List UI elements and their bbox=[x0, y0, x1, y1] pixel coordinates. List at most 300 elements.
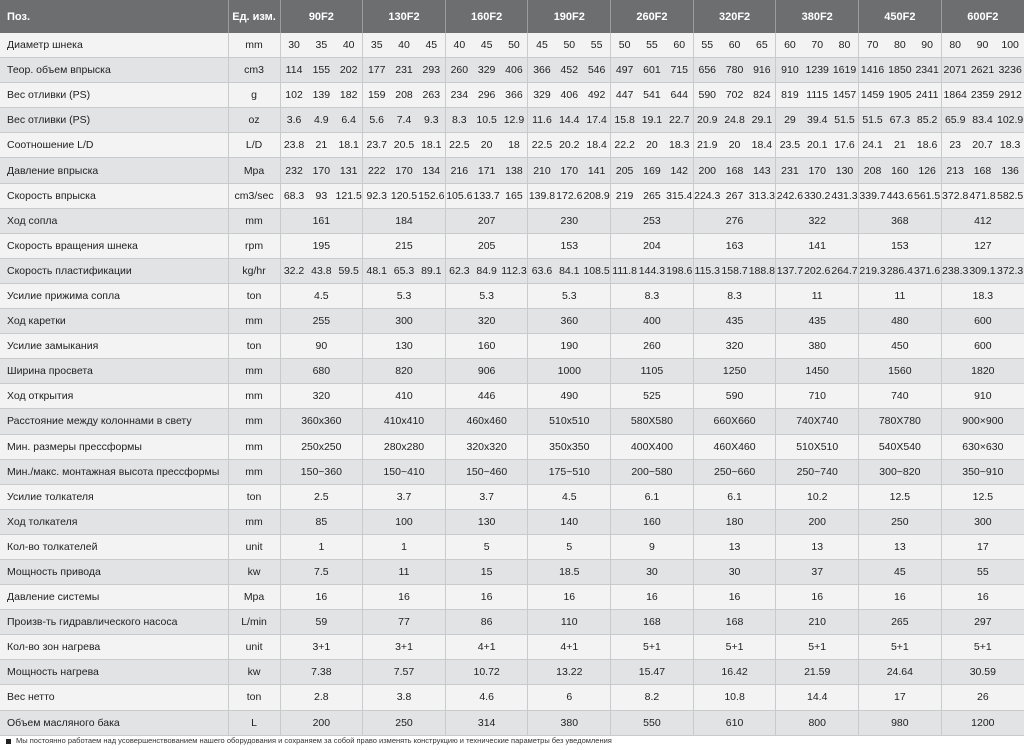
unit-cell: Mpa bbox=[228, 585, 280, 610]
value-cell: 198.6 bbox=[666, 258, 694, 283]
value-cell: 92.3 bbox=[363, 183, 391, 208]
value-cell: 230 bbox=[528, 208, 611, 233]
value-cell: 139.8 bbox=[528, 183, 556, 208]
value-cell: 50 bbox=[500, 33, 528, 58]
value-cell: 231 bbox=[776, 158, 804, 183]
value-cell: 16 bbox=[445, 585, 528, 610]
value-cell: 18 bbox=[500, 133, 528, 158]
value-cell: 100 bbox=[996, 33, 1024, 58]
bullet-square-icon bbox=[6, 739, 11, 744]
value-cell: 15 bbox=[445, 559, 528, 584]
value-cell: 368 bbox=[859, 208, 942, 233]
table-row bbox=[0, 283, 1024, 308]
value-cell: 3236 bbox=[996, 58, 1024, 83]
value-cell: 309.1 bbox=[969, 258, 997, 283]
value-cell: 255 bbox=[280, 309, 363, 334]
value-cell: 264.7 bbox=[831, 258, 859, 283]
value-cell: 24.64 bbox=[859, 660, 942, 685]
value-cell: 108.5 bbox=[583, 258, 611, 283]
value-cell: 5+1 bbox=[941, 635, 1024, 660]
value-cell: 800 bbox=[776, 710, 859, 735]
value-cell: 293 bbox=[418, 58, 446, 83]
unit-cell: kw bbox=[228, 660, 280, 685]
value-cell: 158.7 bbox=[721, 258, 749, 283]
value-cell: 5.3 bbox=[363, 283, 446, 308]
value-cell: 205 bbox=[445, 233, 528, 258]
model-column-header: 90F2 bbox=[280, 0, 363, 33]
value-cell: 19.1 bbox=[638, 108, 666, 133]
value-cell: 160 bbox=[611, 509, 694, 534]
value-cell: 168 bbox=[611, 610, 694, 635]
value-cell: 12.9 bbox=[500, 108, 528, 133]
value-cell: 250~660 bbox=[693, 459, 776, 484]
unit-cell: L bbox=[228, 710, 280, 735]
value-cell: 6.1 bbox=[693, 484, 776, 509]
value-cell: 740X740 bbox=[776, 409, 859, 434]
value-cell: 17.4 bbox=[583, 108, 611, 133]
value-cell: 219.3 bbox=[859, 258, 887, 283]
value-cell: 224.3 bbox=[693, 183, 721, 208]
value-cell: 329 bbox=[528, 83, 556, 108]
value-cell: 20.9 bbox=[693, 108, 721, 133]
value-cell: 35 bbox=[308, 33, 336, 58]
value-cell: 267 bbox=[721, 183, 749, 208]
value-cell: 480 bbox=[859, 309, 942, 334]
param-cell: Соотношение L/D bbox=[0, 133, 228, 158]
value-cell: 142 bbox=[666, 158, 694, 183]
value-cell: 14.4 bbox=[776, 685, 859, 710]
value-cell: 320 bbox=[280, 384, 363, 409]
value-cell: 320x320 bbox=[445, 434, 528, 459]
table-row bbox=[0, 585, 1024, 610]
value-cell: 139 bbox=[308, 83, 336, 108]
value-cell: 366 bbox=[528, 58, 556, 83]
footnote-text: Мы постоянно работаем над усовершенствованием нашего оборудования и сохраняем за собой право изменять конструкцию и технические параметры без уведомления bbox=[16, 736, 612, 745]
param-cell: Усилие толкателя bbox=[0, 484, 228, 509]
value-cell: 168 bbox=[693, 610, 776, 635]
value-cell: 30.59 bbox=[941, 660, 1024, 685]
value-cell: 23.8 bbox=[280, 133, 308, 158]
value-cell: 136 bbox=[996, 158, 1024, 183]
unit-cell: mm bbox=[228, 434, 280, 459]
value-cell: 450 bbox=[859, 334, 942, 359]
value-cell: 824 bbox=[748, 83, 776, 108]
model-column-header: 600F2 bbox=[941, 0, 1024, 33]
value-cell: 410x410 bbox=[363, 409, 446, 434]
value-cell: 18.1 bbox=[335, 133, 363, 158]
value-cell: 208 bbox=[390, 83, 418, 108]
value-cell: 90 bbox=[914, 33, 942, 58]
value-cell: 89.1 bbox=[418, 258, 446, 283]
value-cell: 610 bbox=[693, 710, 776, 735]
value-cell: 740 bbox=[859, 384, 942, 409]
table-row bbox=[0, 233, 1024, 258]
value-cell: 9 bbox=[611, 534, 694, 559]
value-cell: 5+1 bbox=[859, 635, 942, 660]
param-cell: Вес нетто bbox=[0, 685, 228, 710]
value-cell: 265 bbox=[859, 610, 942, 635]
param-cell: Скорость вращения шнека bbox=[0, 233, 228, 258]
table-row bbox=[0, 635, 1024, 660]
value-cell: 600 bbox=[941, 334, 1024, 359]
value-cell: 550 bbox=[611, 710, 694, 735]
value-cell: 15.8 bbox=[611, 108, 639, 133]
value-cell: 590 bbox=[693, 384, 776, 409]
value-cell: 40 bbox=[390, 33, 418, 58]
value-cell: 144.3 bbox=[638, 258, 666, 283]
table-row bbox=[0, 559, 1024, 584]
value-cell: 59.5 bbox=[335, 258, 363, 283]
value-cell: 497 bbox=[611, 58, 639, 83]
value-cell: 263 bbox=[418, 83, 446, 108]
value-cell: 131 bbox=[335, 158, 363, 183]
value-cell: 84.9 bbox=[473, 258, 501, 283]
value-cell: 702 bbox=[721, 83, 749, 108]
value-cell: 490 bbox=[528, 384, 611, 409]
value-cell: 23.7 bbox=[363, 133, 391, 158]
value-cell: 11.6 bbox=[528, 108, 556, 133]
value-cell: 21 bbox=[886, 133, 914, 158]
value-cell: 18.3 bbox=[666, 133, 694, 158]
value-cell: 141 bbox=[776, 233, 859, 258]
value-cell: 680 bbox=[280, 359, 363, 384]
value-cell: 40 bbox=[335, 33, 363, 58]
value-cell: 322 bbox=[776, 208, 859, 233]
value-cell: 83.4 bbox=[969, 108, 997, 133]
value-cell: 16 bbox=[859, 585, 942, 610]
param-cell: Мин./макс. монтажная высота прессформы bbox=[0, 459, 228, 484]
value-cell: 111.8 bbox=[611, 258, 639, 283]
param-cell: Расстояние между колоннами в свету bbox=[0, 409, 228, 434]
value-cell: 84.1 bbox=[556, 258, 584, 283]
param-cell: Усилие прижима сопла bbox=[0, 283, 228, 308]
unit-cell: mm bbox=[228, 359, 280, 384]
value-cell: 121.5 bbox=[335, 183, 363, 208]
param-cell: Усилие замыкания bbox=[0, 334, 228, 359]
value-cell: 656 bbox=[693, 58, 721, 83]
value-cell: 1820 bbox=[941, 359, 1024, 384]
value-cell: 168 bbox=[969, 158, 997, 183]
value-cell: 85 bbox=[280, 509, 363, 534]
value-cell: 20 bbox=[473, 133, 501, 158]
param-cell: Давление системы bbox=[0, 585, 228, 610]
value-cell: 200 bbox=[280, 710, 363, 735]
value-cell: 170 bbox=[390, 158, 418, 183]
value-cell: 48.1 bbox=[363, 258, 391, 283]
param-cell: Вес отливки (PS) bbox=[0, 108, 228, 133]
unit-cell: unit bbox=[228, 534, 280, 559]
value-cell: 910 bbox=[776, 58, 804, 83]
value-cell: 207 bbox=[445, 208, 528, 233]
param-cell: Ход толкателя bbox=[0, 509, 228, 534]
value-cell: 175~510 bbox=[528, 459, 611, 484]
value-cell: 59 bbox=[280, 610, 363, 635]
value-cell: 8.3 bbox=[693, 283, 776, 308]
value-cell: 16 bbox=[528, 585, 611, 610]
value-cell: 21.59 bbox=[776, 660, 859, 685]
value-cell: 208 bbox=[859, 158, 887, 183]
unit-cell: rpm bbox=[228, 233, 280, 258]
value-cell: 7.57 bbox=[363, 660, 446, 685]
value-cell: 37 bbox=[776, 559, 859, 584]
table-row bbox=[0, 534, 1024, 559]
value-cell: 300 bbox=[941, 509, 1024, 534]
value-cell: 17 bbox=[859, 685, 942, 710]
value-cell: 2912 bbox=[996, 83, 1024, 108]
value-cell: 126 bbox=[914, 158, 942, 183]
value-cell: 219 bbox=[611, 183, 639, 208]
value-cell: 110 bbox=[528, 610, 611, 635]
param-cell: Ход открытия bbox=[0, 384, 228, 409]
value-cell: 1850 bbox=[886, 58, 914, 83]
value-cell: 525 bbox=[611, 384, 694, 409]
value-cell: 819 bbox=[776, 83, 804, 108]
param-cell: Теор. объем впрыска bbox=[0, 58, 228, 83]
value-cell: 5+1 bbox=[776, 635, 859, 660]
value-cell: 406 bbox=[500, 58, 528, 83]
value-cell: 172.6 bbox=[556, 183, 584, 208]
value-cell: 820 bbox=[363, 359, 446, 384]
value-cell: 60 bbox=[721, 33, 749, 58]
value-cell: 22.5 bbox=[528, 133, 556, 158]
value-cell: 339.7 bbox=[859, 183, 887, 208]
unit-cell: kg/hr bbox=[228, 258, 280, 283]
value-cell: 14.4 bbox=[556, 108, 584, 133]
value-cell: 715 bbox=[666, 58, 694, 83]
table-row bbox=[0, 258, 1024, 283]
value-cell: 13.22 bbox=[528, 660, 611, 685]
table-row bbox=[0, 610, 1024, 635]
value-cell: 200 bbox=[693, 158, 721, 183]
value-cell: 10.8 bbox=[693, 685, 776, 710]
value-cell: 1459 bbox=[859, 83, 887, 108]
value-cell: 1000 bbox=[528, 359, 611, 384]
value-cell: 313.3 bbox=[748, 183, 776, 208]
table-row bbox=[0, 409, 1024, 434]
model-column-header: 320F2 bbox=[693, 0, 776, 33]
unit-cell: mm bbox=[228, 409, 280, 434]
table-row bbox=[0, 58, 1024, 83]
value-cell: 16.42 bbox=[693, 660, 776, 685]
value-cell: 102 bbox=[280, 83, 308, 108]
value-cell: 1450 bbox=[776, 359, 859, 384]
value-cell: 133.7 bbox=[473, 183, 501, 208]
value-cell: 55 bbox=[941, 559, 1024, 584]
value-cell: 1115 bbox=[803, 83, 831, 108]
value-cell: 159 bbox=[363, 83, 391, 108]
value-cell: 143 bbox=[748, 158, 776, 183]
value-cell: 90 bbox=[969, 33, 997, 58]
value-cell: 100 bbox=[363, 509, 446, 534]
value-cell: 11 bbox=[776, 283, 859, 308]
param-cell: Кол-во зон нагрева bbox=[0, 635, 228, 660]
table-row bbox=[0, 509, 1024, 534]
value-cell: 170 bbox=[556, 158, 584, 183]
value-cell: 8.2 bbox=[611, 685, 694, 710]
value-cell: 242.6 bbox=[776, 183, 804, 208]
value-cell: 1864 bbox=[941, 83, 969, 108]
value-cell: 55 bbox=[638, 33, 666, 58]
param-cell: Ход сопла bbox=[0, 208, 228, 233]
table-row bbox=[0, 183, 1024, 208]
value-cell: 222 bbox=[363, 158, 391, 183]
value-cell: 350~910 bbox=[941, 459, 1024, 484]
value-cell: 238.3 bbox=[941, 258, 969, 283]
value-cell: 4+1 bbox=[528, 635, 611, 660]
value-cell: 51.5 bbox=[831, 108, 859, 133]
value-cell: 23 bbox=[941, 133, 969, 158]
param-cell: Скорость впрыска bbox=[0, 183, 228, 208]
table-row bbox=[0, 83, 1024, 108]
value-cell: 155 bbox=[308, 58, 336, 83]
value-cell: 68.3 bbox=[280, 183, 308, 208]
value-cell: 21.9 bbox=[693, 133, 721, 158]
value-cell: 20.2 bbox=[556, 133, 584, 158]
value-cell: 150~410 bbox=[363, 459, 446, 484]
value-cell: 200~580 bbox=[611, 459, 694, 484]
value-cell: 26 bbox=[941, 685, 1024, 710]
value-cell: 13 bbox=[693, 534, 776, 559]
value-cell: 80 bbox=[886, 33, 914, 58]
value-cell: 2341 bbox=[914, 58, 942, 83]
value-cell: 17 bbox=[941, 534, 1024, 559]
table-row bbox=[0, 710, 1024, 735]
value-cell: 3.6 bbox=[280, 108, 308, 133]
value-cell: 60 bbox=[776, 33, 804, 58]
unit-cell: L/min bbox=[228, 610, 280, 635]
model-column-header: 160F2 bbox=[445, 0, 528, 33]
value-cell: 16 bbox=[693, 585, 776, 610]
value-cell: 780 bbox=[721, 58, 749, 83]
value-cell: 1239 bbox=[803, 58, 831, 83]
value-cell: 13 bbox=[776, 534, 859, 559]
value-cell: 7.38 bbox=[280, 660, 363, 685]
value-cell: 3.7 bbox=[363, 484, 446, 509]
value-cell: 190 bbox=[528, 334, 611, 359]
value-cell: 51.5 bbox=[859, 108, 887, 133]
value-cell: 20 bbox=[638, 133, 666, 158]
value-cell: 93 bbox=[308, 183, 336, 208]
param-cell: Произв-ть гидравлического насоса bbox=[0, 610, 228, 635]
value-cell: 510X510 bbox=[776, 434, 859, 459]
value-cell: 200 bbox=[776, 509, 859, 534]
value-cell: 45 bbox=[859, 559, 942, 584]
value-cell: 130 bbox=[445, 509, 528, 534]
value-cell: 435 bbox=[776, 309, 859, 334]
value-cell: 546 bbox=[583, 58, 611, 83]
value-cell: 250~740 bbox=[776, 459, 859, 484]
value-cell: 8.3 bbox=[445, 108, 473, 133]
value-cell: 130 bbox=[363, 334, 446, 359]
value-cell: 130 bbox=[831, 158, 859, 183]
value-cell: 24.1 bbox=[859, 133, 887, 158]
value-cell: 2071 bbox=[941, 58, 969, 83]
value-cell: 906 bbox=[445, 359, 528, 384]
value-cell: 372.8 bbox=[941, 183, 969, 208]
value-cell: 160 bbox=[445, 334, 528, 359]
value-cell: 177 bbox=[363, 58, 391, 83]
param-cell: Мин. размеры прессформы bbox=[0, 434, 228, 459]
table-row bbox=[0, 334, 1024, 359]
value-cell: 202 bbox=[335, 58, 363, 83]
value-cell: 63.6 bbox=[528, 258, 556, 283]
value-cell: 5.3 bbox=[445, 283, 528, 308]
value-cell: 86 bbox=[445, 610, 528, 635]
value-cell: 35 bbox=[363, 33, 391, 58]
value-cell: 11 bbox=[859, 283, 942, 308]
value-cell: 460x460 bbox=[445, 409, 528, 434]
value-cell: 582.5 bbox=[996, 183, 1024, 208]
table-row bbox=[0, 660, 1024, 685]
value-cell: 127 bbox=[941, 233, 1024, 258]
value-cell: 39.4 bbox=[803, 108, 831, 133]
value-cell: 45 bbox=[473, 33, 501, 58]
value-cell: 102.9 bbox=[996, 108, 1024, 133]
value-cell: 1 bbox=[280, 534, 363, 559]
value-cell: 21 bbox=[308, 133, 336, 158]
value-cell: 3.8 bbox=[363, 685, 446, 710]
value-cell: 630×630 bbox=[941, 434, 1024, 459]
value-cell: 2.8 bbox=[280, 685, 363, 710]
unit-cell: oz bbox=[228, 108, 280, 133]
value-cell: 216 bbox=[445, 158, 473, 183]
value-cell: 910 bbox=[941, 384, 1024, 409]
value-cell: 360x360 bbox=[280, 409, 363, 434]
value-cell: 85.2 bbox=[914, 108, 942, 133]
value-cell: 195 bbox=[280, 233, 363, 258]
param-column-header: Поз. bbox=[0, 0, 228, 33]
unit-cell: ton bbox=[228, 484, 280, 509]
value-cell: 70 bbox=[859, 33, 887, 58]
value-cell: 18.4 bbox=[583, 133, 611, 158]
value-cell: 115.3 bbox=[693, 258, 721, 283]
unit-cell: Mpa bbox=[228, 158, 280, 183]
value-cell: 1905 bbox=[886, 83, 914, 108]
value-cell: 18.1 bbox=[418, 133, 446, 158]
value-cell: 210 bbox=[528, 158, 556, 183]
value-cell: 12.5 bbox=[859, 484, 942, 509]
table-row bbox=[0, 484, 1024, 509]
value-cell: 30 bbox=[280, 33, 308, 58]
unit-cell: mm bbox=[228, 208, 280, 233]
value-cell: 65.9 bbox=[941, 108, 969, 133]
value-cell: 18.3 bbox=[996, 133, 1024, 158]
value-cell: 297 bbox=[941, 610, 1024, 635]
value-cell: 710 bbox=[776, 384, 859, 409]
value-cell: 7.5 bbox=[280, 559, 363, 584]
value-cell: 412 bbox=[941, 208, 1024, 233]
table-row bbox=[0, 459, 1024, 484]
unit-cell: g bbox=[228, 83, 280, 108]
value-cell: 45 bbox=[418, 33, 446, 58]
value-cell: 112.3 bbox=[500, 258, 528, 283]
value-cell: 447 bbox=[611, 83, 639, 108]
value-cell: 296 bbox=[473, 83, 501, 108]
value-cell: 2621 bbox=[969, 58, 997, 83]
value-cell: 4.5 bbox=[528, 484, 611, 509]
value-cell: 1200 bbox=[941, 710, 1024, 735]
value-cell: 372.3 bbox=[996, 258, 1024, 283]
value-cell: 40 bbox=[445, 33, 473, 58]
value-cell: 29.1 bbox=[748, 108, 776, 133]
value-cell: 435 bbox=[693, 309, 776, 334]
value-cell: 137.7 bbox=[776, 258, 804, 283]
value-cell: 320 bbox=[445, 309, 528, 334]
value-cell: 205 bbox=[611, 158, 639, 183]
value-cell: 1 bbox=[363, 534, 446, 559]
value-cell: 22.7 bbox=[666, 108, 694, 133]
table-header-row bbox=[0, 0, 1024, 33]
